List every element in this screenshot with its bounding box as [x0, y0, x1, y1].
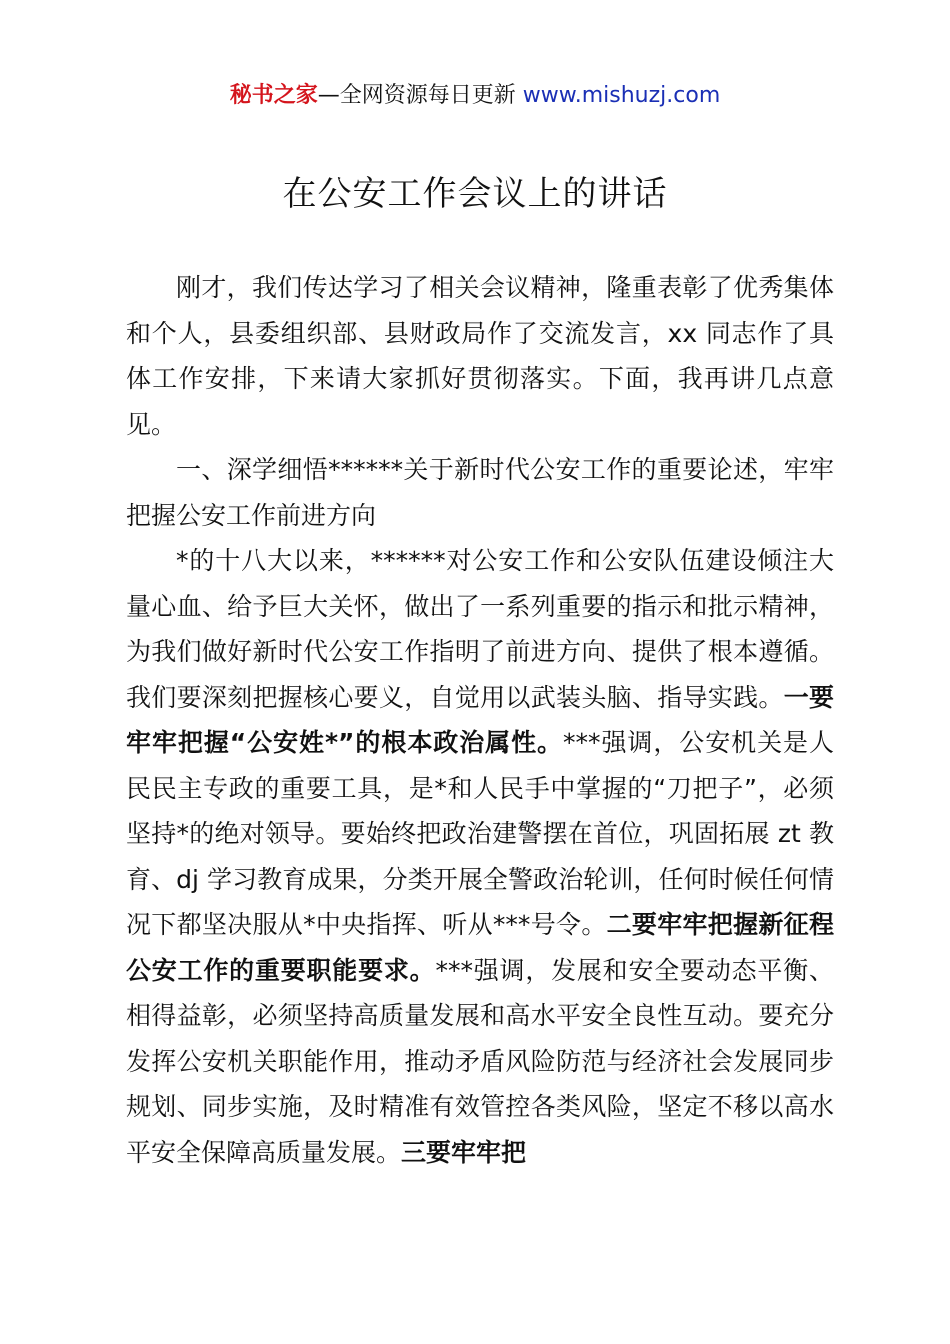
site-header: [0, 80, 950, 112]
point-1-heading: 一要牢牢把握“公安姓*”的根本政治属性。: [126, 682, 834, 757]
point-2-text: ***强调，发展和安全要动态平衡、相得益彰，必须坚持高质量发展和高水平安全良性互动。要充分发挥公安机关职能作用，推动矛盾风险防范与经济社会发展同步规划、同步实施，及时精准有效管控各类风险，坚定不移以高水平安全保障高质量发展。: [126, 955, 834, 1167]
document-body: [126, 265, 834, 1175]
point-3-heading: 三要牢牢把: [401, 1137, 527, 1167]
site-url[interactable]: www.mishuzj.com: [522, 83, 721, 108]
opening-paragraph: 刚才，我们传达学习了相关会议精神，隆重表彰了优秀集体和个人，县委组织部、县财政局作了交流发言，xx 同志作了具体工作安排，下来请大家抓好贯彻落实。下面，我再讲几点意见。: [126, 273, 834, 439]
section-1-paragraph: [126, 538, 834, 1175]
document-title: 在公安工作会议上的讲话: [282, 174, 668, 214]
paragraph-intro: *的十八大以来，******对公安工作和公安队伍建设倾注大量心血、给予巨大关怀，做出了一系列重要的指示和批示精神，为我们做好新时代公安工作指明了前进方向、提供了根本遵循。我们要深刻把握核心要义，自觉用以武装头脑、指导实践。: [126, 546, 834, 712]
section-1-heading: 一、深学细悟******关于新时代公安工作的重要论述，牢牢把握公安工作前进方向: [126, 455, 834, 530]
point-1-text: ***强调，公安机关是人民民主专政的重要工具，是*和人民手中掌握的“刀把子”，必须坚持*的绝对领导。要始终把政治建警摆在首位，巩固拓展 zt 教育、dj 学习教育成果，分类开展全警政治轮训，任何时候任何情况下都坚决服从*中央指挥、听从***号令。: [126, 728, 834, 939]
point-2-heading: 二要牢牢把握新征程公安工作的重要职能要求。: [126, 910, 834, 985]
brand-name: 秘书之家: [229, 83, 318, 108]
header-tagline: —全网资源每日更新: [317, 83, 516, 108]
